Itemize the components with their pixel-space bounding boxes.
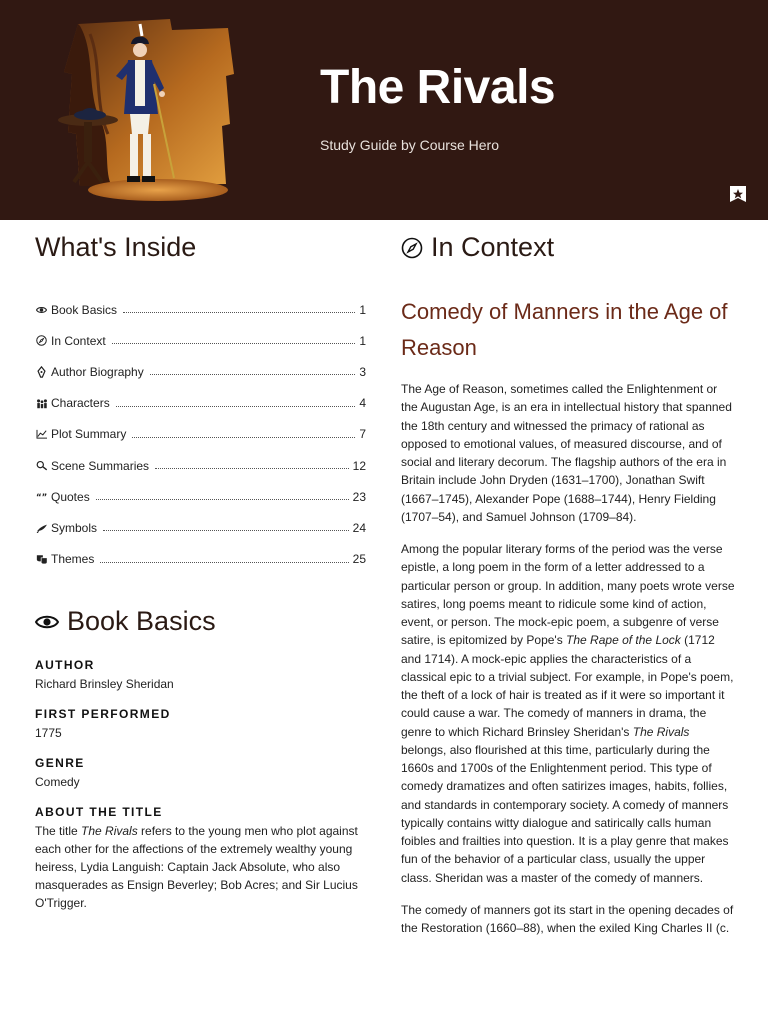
- field-label: GENRE: [35, 756, 85, 770]
- toc-item-page: 4: [359, 396, 366, 411]
- toc-leader-dots: [112, 343, 356, 344]
- toc-item-author-biography[interactable]: [35, 356, 366, 387]
- toc-item-label: Plot Summary: [51, 427, 127, 442]
- page-title: The Rivals: [320, 61, 556, 114]
- field-about-title: [35, 805, 368, 912]
- field-label: FIRST PERFORMED: [35, 707, 171, 721]
- field-genre: [35, 756, 368, 791]
- toc-leader-dots: [123, 312, 355, 313]
- toc-item-label: Symbols: [51, 520, 98, 535]
- toc-item-label: Book Basics: [51, 302, 118, 317]
- toc-item-page: 24: [352, 520, 366, 535]
- toc-item-page: 25: [352, 552, 366, 567]
- field-value: Comedy: [35, 775, 80, 789]
- toc-item-label: Themes: [51, 552, 95, 567]
- toc-item-page: 12: [352, 458, 366, 473]
- toc-item-label: Quotes: [51, 489, 90, 504]
- section-subheading: Comedy of Manners in the Age of Reason: [401, 299, 728, 360]
- field-label: ABOUT THE TITLE: [35, 805, 163, 819]
- compass-icon: [35, 335, 48, 346]
- toc-leader-dots: [96, 499, 349, 500]
- toc-heading: What's Inside: [35, 232, 197, 262]
- toc-item-themes[interactable]: [35, 544, 366, 575]
- field-label: AUTHOR: [35, 658, 95, 672]
- toc-leader-dots: [100, 562, 348, 563]
- header-banner: [0, 0, 768, 220]
- toc-item-label: In Context: [51, 333, 106, 348]
- paragraph: [401, 540, 736, 887]
- toc-item-scene-summaries[interactable]: [35, 450, 366, 481]
- in-context-body: [401, 380, 736, 951]
- toc-leader-dots: [103, 530, 349, 531]
- table-of-contents: [35, 294, 366, 575]
- toc-item-label: Author Biography: [51, 364, 144, 379]
- title-italic: The Rivals: [632, 724, 690, 739]
- toc-leader-dots: [116, 406, 356, 407]
- toc-item-label: Characters: [51, 396, 110, 411]
- text-run: The title: [35, 824, 82, 838]
- toc-leader-dots: [150, 374, 356, 375]
- toc-leader-dots: [132, 437, 355, 438]
- toc-item-characters[interactable]: [35, 388, 366, 419]
- text-run: belongs, also flourished at this time, particularly during the 1660s and 1700s of the Enlightenment period. This type of comedy dramatizes and often satirizes images, habits, follies, and standards in contemporary society. A comedy of manners typically contains witty dialogue and satirically calls human foibles and frailties into question. It is a play genre that makes fun of the behavior of a particular class, usually the upper class. Sheridan was a master of the comedy of manners.: [401, 742, 729, 885]
- text-run: (1712 and 1714). A mock-epic applies the characteristics of a classical epic to a trivial subject. For example, in Pope's poem, the theft of a lock of hair is treated as if it were so important it could cause a war. The comedy of manners in drama, the genre to which Richard Brinsley Sheridan's: [401, 633, 734, 739]
- toc-item-page: 1: [359, 302, 366, 317]
- text-run: Among the popular literary forms of the period was the verse epistle, a long poem in the form of a letter addressed to a particular person or group. In addition, many poets wrote verse satires, long poems meant to ridicule some kind of action, event, or person. The mock-epic poem, a subgenre of verse satire, is epitomized by Pope's: [401, 542, 735, 648]
- bookmark-star-icon: [728, 184, 748, 204]
- svg-text:“”: “”: [35, 493, 47, 502]
- toc-leader-dots: [155, 468, 349, 469]
- compass-icon: [401, 237, 423, 259]
- magnifier-icon: [35, 460, 48, 471]
- pen-nib-icon: [35, 366, 48, 378]
- toc-item-plot-summary[interactable]: [35, 419, 366, 450]
- masks-icon: [35, 554, 48, 565]
- toc-item-symbols[interactable]: [35, 512, 366, 543]
- text-run: refers to the young men who plot against each other for the affections of the extremely wealthy young heiress, Lydia Languish: Captain Jack Absolute, who also masquerades as Ensign Beverley; Bob Acres; and Sir Lucius O'Trigger.: [35, 824, 358, 910]
- in-context-heading-label: In Context: [431, 232, 555, 262]
- field-value: Richard Brinsley Sheridan: [35, 677, 174, 691]
- paragraph: The comedy of manners got its start in the opening decades of the Restoration (1660–88), when the exiled King Charles II (c.: [401, 902, 734, 935]
- line-chart-icon: [35, 429, 48, 439]
- field-first-performed: [35, 707, 368, 742]
- book-basics-fields: [35, 658, 368, 926]
- toc-item-page: 23: [352, 489, 366, 504]
- in-context-heading: [401, 232, 554, 263]
- soldier-illustration: [50, 14, 240, 204]
- toc-item-quotes[interactable]: [35, 481, 366, 512]
- toc-item-book-basics[interactable]: [35, 294, 366, 325]
- toc-item-in-context[interactable]: [35, 325, 366, 356]
- about-title-text: [35, 822, 368, 912]
- paragraph: The Age of Reason, sometimes called the Enlightenment or the Augustan Age, is an era in intellectual history that spanned the 18th century and witnessed the primacy of rational as opposed to emotional values, of measured discourse, and of social and literary decorum. The flagship authors of the era in Britain include John Dryden (1631–1700), Jonathan Swift (1667–1745), Alexander Pope (1688–1744), Henry Fielding (1707–54), and Samuel Johnson (1709–84).: [401, 382, 732, 524]
- field-value: 1775: [35, 726, 62, 740]
- eye-icon: [35, 614, 59, 630]
- quote-icon: [35, 492, 48, 501]
- eye-icon: [35, 306, 48, 314]
- book-title-italic: The Rivals: [81, 824, 138, 838]
- page-subtitle: Study Guide by Course Hero: [320, 137, 499, 153]
- people-icon: [35, 398, 48, 409]
- toc-item-label: Scene Summaries: [51, 458, 150, 473]
- book-basics-heading: [35, 606, 216, 637]
- toc-item-page: 3: [359, 364, 366, 379]
- toc-item-page: 1: [359, 333, 366, 348]
- title-italic: The Rape of the Lock: [566, 633, 681, 648]
- field-author: [35, 658, 368, 693]
- toc-item-page: 7: [359, 427, 366, 442]
- book-basics-heading-label: Book Basics: [67, 606, 216, 636]
- bird-icon: [35, 523, 48, 533]
